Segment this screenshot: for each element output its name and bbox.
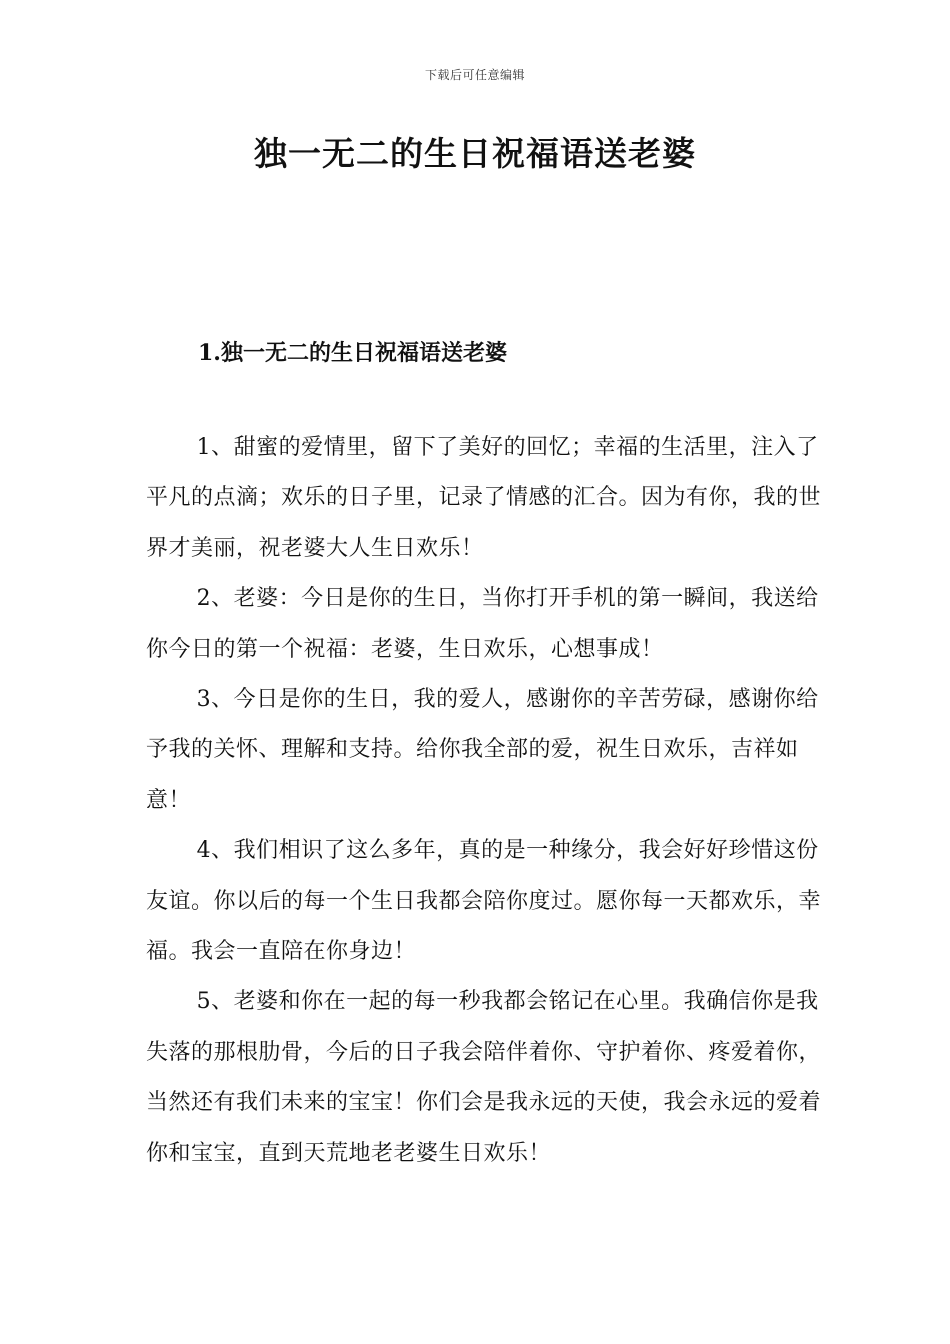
paragraph-4: 4、我们相识了这么多年，真的是一种缘分，我会好好珍惜这份友谊。你以后的每一个生日我都会陪你度过。愿你每一天都欢乐，幸福。我会一直陪在你身边！ (146, 838, 822, 965)
document-title: 独一无二的生日祝福语送老婆 (254, 134, 696, 173)
body-text (146, 423, 836, 1179)
paragraph-1: 1、甜蜜的爱情里，留下了美好的回忆；幸福的生活里，注入了平凡的点滴；欢乐的日子里，记录了情感的汇合。因为有你，我的世界才美丽，祝老婆大人生日欢乐！ (146, 435, 822, 561)
header-note: 下载后可任意编辑 (424, 68, 525, 82)
paragraph-5: 5、老婆和你在一起的每一秒我都会铭记在心里。我确信你是我失落的那根肋骨，今后的日子我会陪伴着你、守护着你、疼爱着你，当然还有我们未来的宝宝！你们会是我永远的天使，我会永远的爱着你和宝宝，直到天荒地老老婆生日欢乐！ (146, 989, 822, 1166)
section-heading: 1.独一无二的生日祝福语送老婆 (198, 340, 507, 366)
paragraph-2: 2、老婆：今日是你的生日，当你打开手机的第一瞬间，我送给你今日的第一个祝福：老婆，生日欢乐，心想事成！ (146, 586, 819, 662)
paragraph-3: 3、今日是你的生日，我的爱人，感谢你的辛苦劳碌，感谢你给予我的关怀、理解和支持。给你我全部的爱，祝生日欢乐，吉祥如意！ (146, 687, 819, 813)
